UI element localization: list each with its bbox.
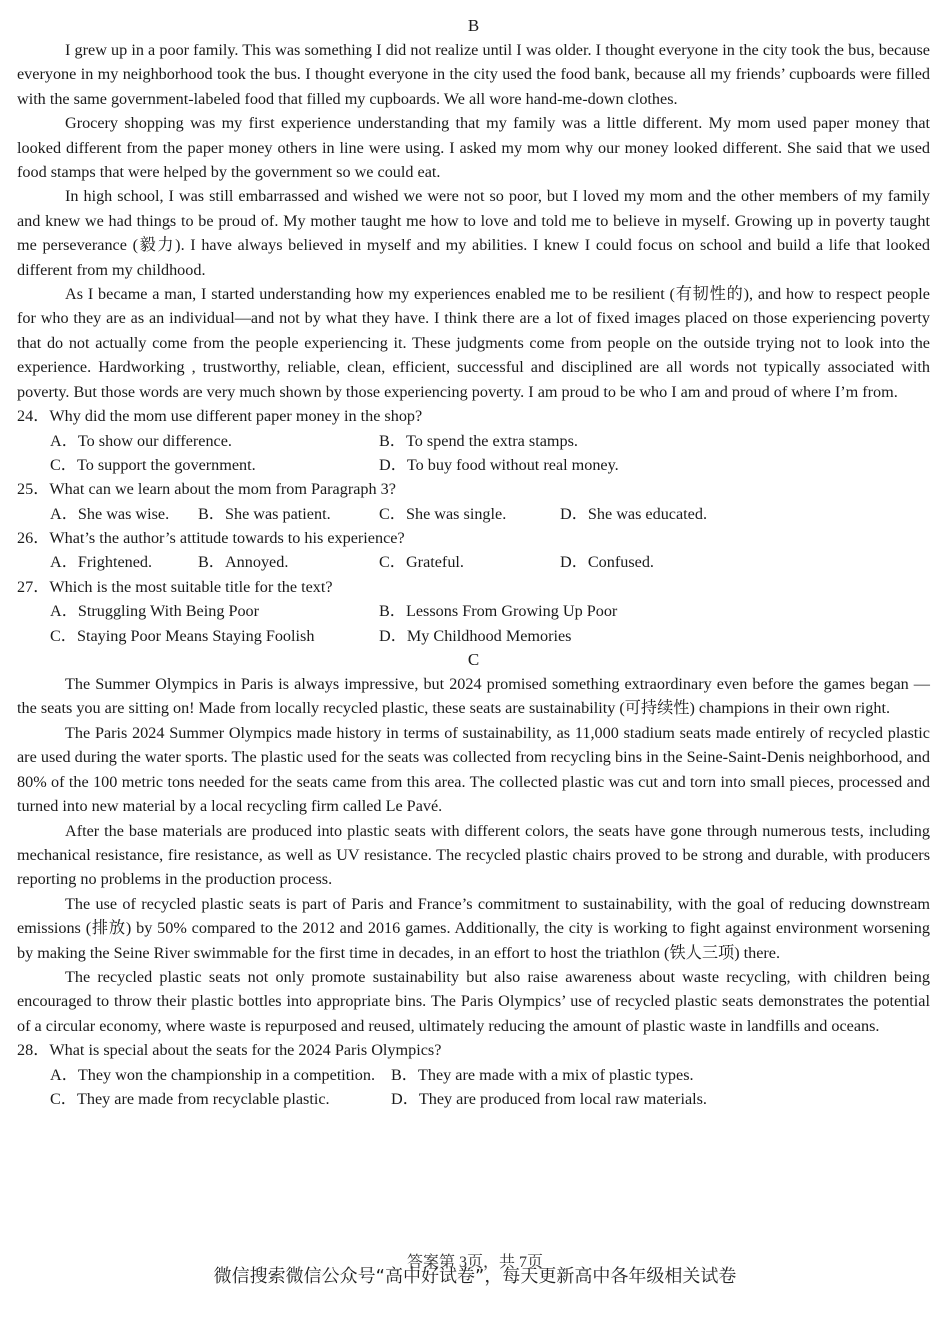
section-c-paragraph-4: The use of recycled plastic seats is part of Paris and France’s commitment to sustainability, with the goal of reducing downstream emissions (排放) by 50% compared to the 2012 and 2016 games. Additionally, the city is working to fight against environment worsening by making the Seine River swimmable for the first time in decades, in an effort to host the triathlon (铁人三项) there. <box>17 894 930 962</box>
question-27-option-c: C．Staying Poor Means Staying Foolish <box>50 626 315 645</box>
question-24-options-row-2 <box>17 453 930 477</box>
question-25-option-b: B．She was patient. <box>198 504 331 523</box>
question-28-option-a: A．They won the championship in a competition. <box>50 1065 376 1084</box>
question-27-options-row-2 <box>17 624 930 648</box>
question-24-option-d: D．To buy food without real money. <box>379 455 619 474</box>
question-24-options-row-1 <box>17 429 930 453</box>
section-b-paragraph-2: Grocery shopping was my first experience understanding that my family was a little different. My mom used paper money that looked different from the paper money others in line were using. I asked my mom why our money looked different. She said that we used food stamps that were helped by the government so we could eat. <box>17 114 930 182</box>
question-27-option-d: D．My Childhood Memories <box>379 626 572 645</box>
watermark-text: 微信搜索微信公众号“高中好试卷”，每天更新高中各年级相关试卷 <box>213 1266 737 1287</box>
question-24-option-b: B．To spend the extra stamps. <box>379 431 578 450</box>
question-24-option-a: A．To show our difference. <box>50 431 232 450</box>
section-c-paragraph-2: The Paris 2024 Summer Olympics made history in terms of sustainability, as 11,000 stadium seats made entirely of recycled plastic are used during the water sports. The plastic used for the seats was collected from recycling bins in the Seine-Saint-Denis neighborhood, and 80% of the 100 metric tons needed for the seats came from this area. The collected plastic was cut and torn into small pieces, processed and turned into new material by a local recycling firm called Le Pavé. <box>17 723 930 816</box>
question-26-options-row-1 <box>17 550 930 574</box>
question-25-option-d: D．She was educated. <box>560 504 707 523</box>
question-28-options-row-1 <box>17 1063 930 1087</box>
question-26-option-b: B．Annoyed. <box>198 553 289 572</box>
exam-page <box>17 14 930 1111</box>
section-c-title: C <box>467 650 480 670</box>
question-25-options-row-1 <box>17 502 930 526</box>
question-28-option-d: D．They are produced from local raw materials. <box>391 1089 707 1108</box>
question-25: 25．What can we learn about the mom from Paragraph 3? <box>17 480 396 499</box>
section-b-paragraph-3: In high school, I was still embarrassed and wished we were not so poor, but I loved my mom and the other members of my family and knew we had things to be proud of. My mother taught me how to love and told me to believe in myself. Growing up in poverty taught me perseverance (毅力). I have always believed in myself and my abilities. I knew I could focus on school and build a life that looked different from my childhood. <box>17 187 930 279</box>
question-26: 26．What’s the author’s attitude towards to his experience? <box>17 529 405 548</box>
question-28-option-b: B．They are made with a mix of plastic types. <box>391 1065 694 1084</box>
question-26-option-a: A．Frightened. <box>50 553 153 572</box>
page-number-label: 答案第 3页，共 7页 <box>406 1254 543 1271</box>
question-27-options-row-1 <box>17 599 930 623</box>
section-b-paragraph-1: I grew up in a poor family. This was something I did not realize until I was older. I thought everyone in the city took the bus, because everyone in my neighborhood took the bus. I thought everyone in the city used the food bank, because all my friends’ cupboards were filled with the same government-labeled food that filled my cupboards. We all wore hand-me-down clothes. <box>17 41 930 108</box>
question-26-option-d: D．Confused. <box>560 553 654 572</box>
section-b-paragraph-4: As I became a man, I started understanding how my experiences enabled me to be resilient (有韧性的), and how to respect people for who they are as an individual—and not by what they have. I think there are a lot of fixed images placed on those experiencing poverty that do not actually come from the people experiencing it. These judgments come from people on the outside trying not to look into the experience. Hardworking , trustworthy, reliable, clean, efficient, successful and disciplined are all words not typically associated with poverty. But those words are very much shown by those experiencing poverty. I am proud to be who I am and proud of where I’m from. <box>17 285 930 401</box>
question-24: 24．Why did the mom use different paper money in the shop? <box>17 407 423 426</box>
question-24-option-c: C．To support the government. <box>50 455 256 474</box>
question-27-option-b: B．Lessons From Growing Up Poor <box>379 602 618 621</box>
question-28-option-c: C．They are made from recyclable plastic. <box>50 1089 330 1108</box>
question-25-option-a: A．She was wise. <box>50 504 170 523</box>
question-28: 28．What is special about the seats for the 2024 Paris Olympics? <box>17 1041 442 1060</box>
question-27: 27．Which is the most suitable title for the text? <box>17 577 333 596</box>
question-28-options-row-2 <box>17 1087 930 1111</box>
question-25-option-c: C．She was single. <box>379 504 507 523</box>
question-27-option-a: A．Struggling With Being Poor <box>50 602 260 621</box>
section-c-paragraph-3: After the base materials are produced into plastic seats with different colors, the seats have gone through numerous tests, including mechanical resistance, fire resistance, as well as UV resistance. The recycled plastic chairs proved to be strong and durable, with producers reporting no problems in the production process. <box>17 821 930 889</box>
section-c-paragraph-1: The Summer Olympics in Paris is always impressive, but 2024 promised something extraordinary even before the games began — the seats you are sitting on! Made from locally recycled plastic, these seats are sustainability (可持续性) champions in their own right. <box>17 675 930 718</box>
question-26-option-c: C．Grateful. <box>379 553 464 572</box>
section-c-paragraph-5: The recycled plastic seats not only promote sustainability but also raise awareness about waste recycling, with children being encouraged to throw their plastic bottles into appropriate bins. The Paris Olympics’ use of recycled plastic seats demonstrates the potential of a circular economy, where waste is repurposed and reused, ultimately reducing the amount of plastic waste in landfills and oceans. <box>17 967 930 1035</box>
section-b-title: B <box>467 16 480 35</box>
